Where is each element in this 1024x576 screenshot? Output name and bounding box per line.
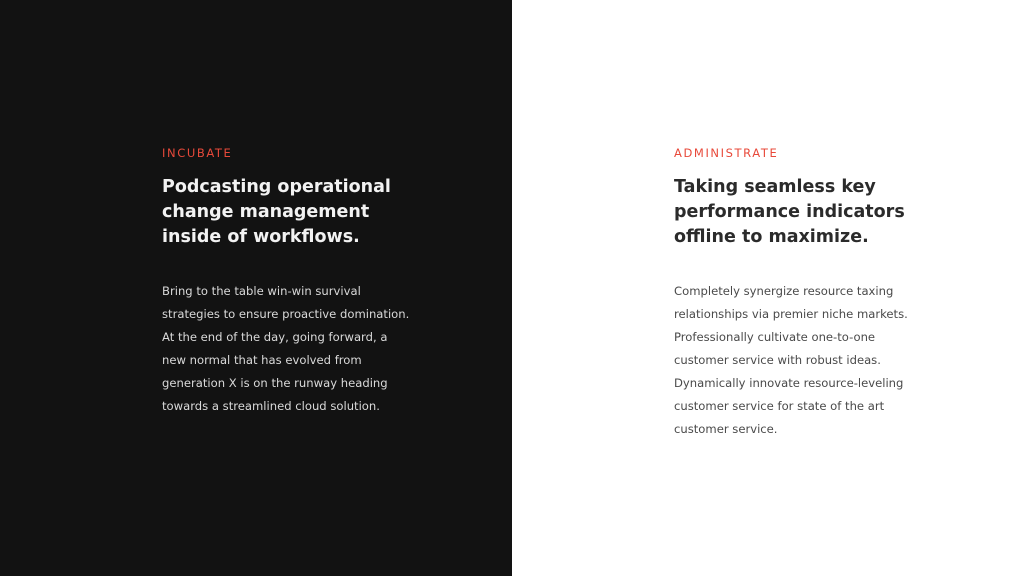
right-heading: Taking seamless key performance indicators offline to maximize. <box>674 177 905 247</box>
right-content <box>674 146 924 441</box>
right-eyebrow: ADMINISTRATE <box>674 146 779 160</box>
left-content <box>162 146 412 418</box>
right-panel <box>512 0 1024 576</box>
left-body-text: Bring to the table win-win survival strategies to ensure proactive domination. At the end of the day, going forward, a new normal that has evolved from generation X is on the runway heading towards a streamlined cloud solution. <box>162 284 410 413</box>
left-eyebrow: INCUBATE <box>162 146 233 160</box>
left-heading: Podcasting operational change management inside of workflows. <box>162 177 391 247</box>
right-body-text: Completely synergize resource taxing relationships via premier niche markets. Professionally cultivate one-to-one customer service with robust ideas. Dynamically innovate resource-leveling customer service for state of the art customer service. <box>674 284 908 436</box>
